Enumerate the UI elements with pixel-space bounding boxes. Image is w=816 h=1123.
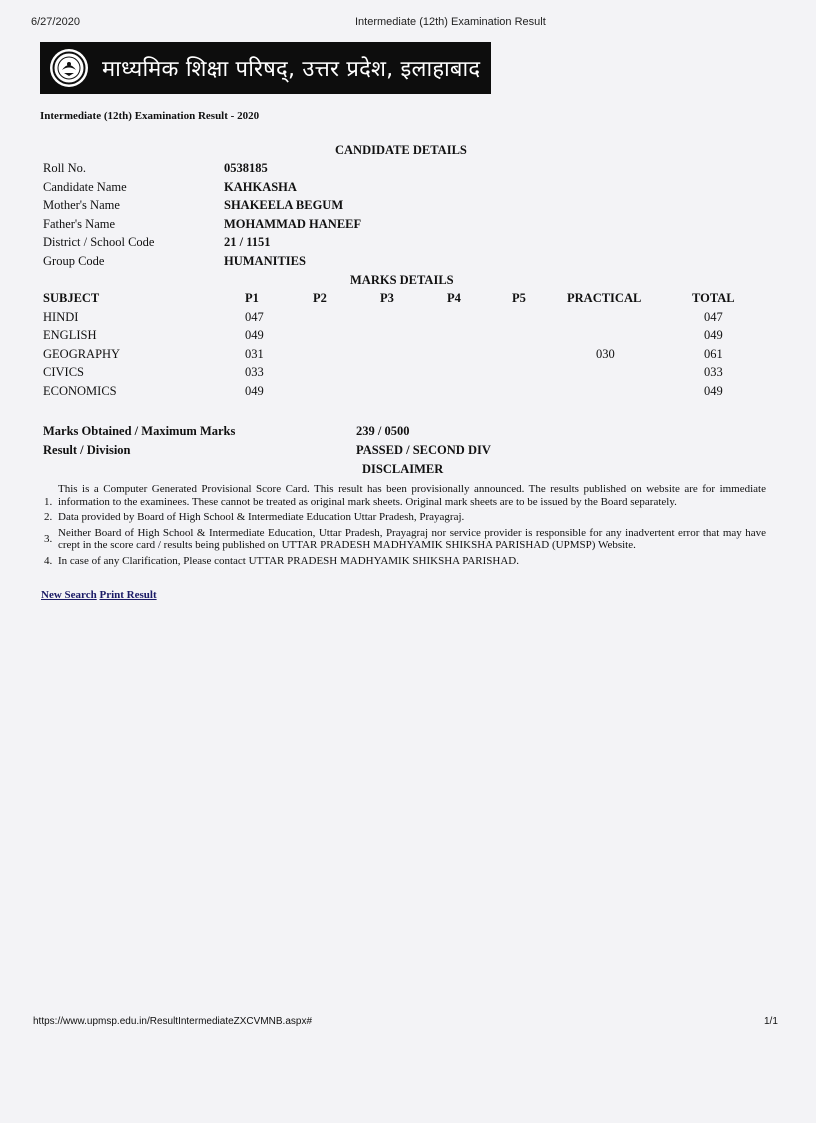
father-name-label: Father's Name [43, 217, 116, 231]
exam-title: Intermediate (12th) Examination Result - 2020 [40, 110, 260, 122]
disclaimer-text: In case of any Clarification, Please contact UTTAR PRADESH MADHYAMIK SHIKSHA PARISHAD. [58, 554, 519, 567]
candidate-name-label: Candidate Name [43, 180, 127, 194]
mother-name-label: Mother's Name [43, 198, 120, 212]
disclaimer-list [40, 483, 766, 570]
footer-page-number: 1/1 [764, 1016, 778, 1027]
disclaimer-item [40, 555, 766, 568]
subject-name: ECONOMICS [43, 384, 117, 398]
disclaimer-text: Data provided by Board of High School & Intermediate Education Uttar Pradesh, Prayagraj. [58, 511, 465, 523]
subject-practical: 030 [596, 347, 615, 361]
header-p5: P5 [512, 291, 526, 305]
banner-title: माध्यमिक शिक्षा परिषद्, उत्तर प्रदेश, इलाहाबाद [102, 57, 481, 82]
footer-url: https://www.upmsp.edu.in/ResultIntermediateZXCVMNB.aspx# [33, 1016, 313, 1027]
disclaimer-item [40, 511, 766, 524]
print-result-link[interactable]: Print Result [99, 589, 157, 601]
subject-total: 047 [704, 310, 723, 324]
print-page-title: Intermediate (12th) Examination Result [355, 16, 546, 28]
subject-total: 033 [704, 365, 723, 379]
header-total: TOTAL [692, 291, 735, 305]
subject-p1: 049 [245, 384, 264, 398]
subject-name: GEOGRAPHY [43, 347, 121, 361]
disclaimer-item [40, 483, 766, 508]
marks-details-title: MARKS DETAILS [350, 273, 454, 287]
subject-name: HINDI [43, 310, 79, 324]
disclaimer-text: This is a Computer Generated Provisional Score Card. This result has been provisionally announced. The results published on website are for immediate information to the examinees. These cannot be treated as original mark sheets. Original mark sheets are to be issued by the Board separately. [58, 483, 766, 508]
district-school-code-value: 21 / 1151 [224, 235, 271, 249]
subject-p1: 033 [245, 365, 264, 379]
header-practical: PRACTICAL [567, 291, 642, 305]
header-p3: P3 [380, 291, 394, 305]
header-p1: P1 [245, 291, 259, 305]
board-banner [40, 42, 491, 94]
disclaimer-number: 2. [44, 511, 53, 523]
father-name-value: MOHAMMAD HANEEF [224, 217, 362, 231]
group-code-label: Group Code [43, 254, 105, 268]
candidate-details-title: CANDIDATE DETAILS [335, 143, 467, 157]
subject-p1: 049 [245, 328, 264, 342]
disclaimer-number: 1. [44, 496, 53, 508]
group-code-value: HUMANITIES [224, 254, 306, 268]
disclaimer-text: Neither Board of High School & Intermediate Education, Uttar Pradesh, Prayagraj nor service provider is responsible for any inadvertent error that may have crept in the score card / results being published on UTTAR PRADESH MADHYAMIK SHIKSHA PARISHAD (UPMSP) Website. [58, 526, 766, 551]
subject-p1: 031 [245, 347, 264, 361]
result-actions [41, 589, 157, 601]
header-p4: P4 [447, 291, 461, 305]
district-school-code-label: District / School Code [43, 235, 155, 249]
print-date: 6/27/2020 [31, 16, 80, 28]
roll-no-label: Roll No. [43, 161, 87, 175]
roll-no-value: 0538185 [224, 161, 268, 175]
up-emblem-icon [50, 49, 88, 87]
subject-p1: 047 [245, 310, 264, 324]
disclaimer-title: DISCLAIMER [362, 462, 444, 476]
header-p2: P2 [313, 291, 327, 305]
candidate-name-value: KAHKASHA [224, 180, 297, 194]
result-division-label: Result / Division [43, 443, 131, 457]
result-division-value: PASSED / SECOND DIV [356, 443, 491, 457]
subject-name: CIVICS [43, 365, 84, 379]
subject-name: ENGLISH [43, 328, 97, 342]
subject-total: 049 [704, 328, 723, 342]
disclaimer-item [40, 527, 766, 552]
marks-obtained-label: Marks Obtained / Maximum Marks [43, 424, 236, 438]
subject-total: 049 [704, 384, 723, 398]
marks-obtained-value: 239 / 0500 [356, 424, 410, 438]
subject-total: 061 [704, 347, 723, 361]
header-subject: SUBJECT [43, 291, 100, 305]
disclaimer-number: 4. [44, 554, 53, 567]
disclaimer-number: 3. [44, 532, 53, 545]
mother-name-value: SHAKEELA BEGUM [224, 198, 344, 212]
new-search-link[interactable]: New Search [41, 589, 97, 601]
